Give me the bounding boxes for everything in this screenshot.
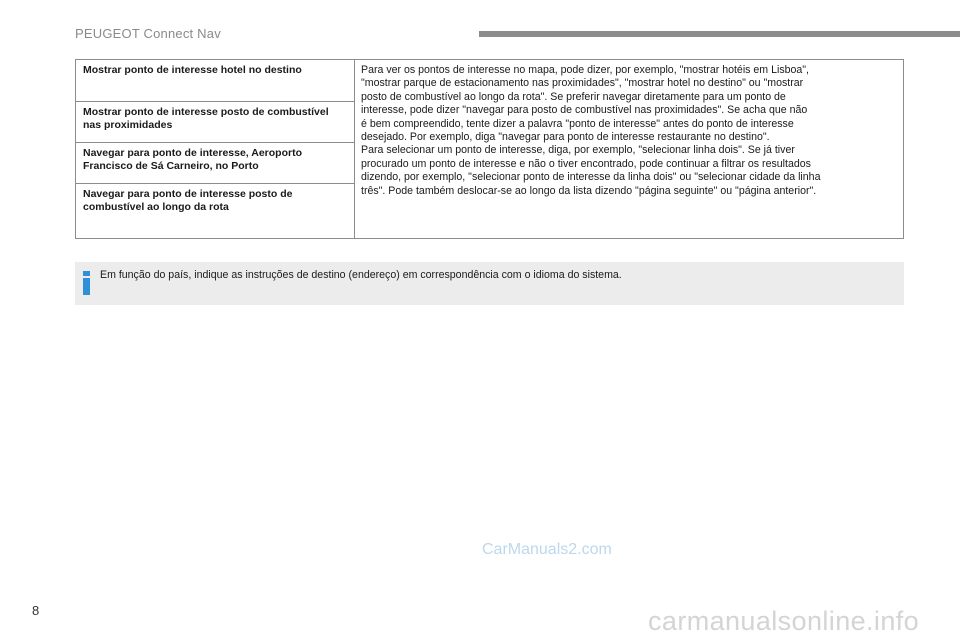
command-cell: Navegar para ponto de interesse posto de combustível ao longo da rota — [76, 184, 355, 239]
description-line: Para selecionar um ponto de interesse, diga, por exemplo, "selecionar linha dois". Se já tiver — [361, 144, 795, 157]
page-header-title: PEUGEOT Connect Nav — [75, 26, 221, 41]
header-bar — [479, 31, 960, 37]
description-line: interesse, pode dizer "navegar para posto de combustível nas proximidades". Se acha que não — [361, 104, 808, 117]
description-line: dizendo, por exemplo, "selecionar ponto de interesse da linha dois" ou "selecionar cidade da linha — [361, 171, 821, 184]
description-line: desejado. Por exemplo, diga "navegar para ponto de interesse restaurante no destino". — [361, 131, 770, 144]
description-line: três". Pode também deslocar-se ao longo da lista dizendo "página seguinte" ou "página anterior". — [361, 184, 817, 197]
command-cell: Mostrar ponto de interesse posto de combustível nas proximidades — [76, 102, 355, 143]
description-line: procurado um ponto de interesse e não o tiver encontrado, pode continuar a filtrar os resultados — [361, 157, 811, 170]
info-note — [75, 262, 904, 305]
page-number: 8 — [32, 603, 40, 618]
description-line: posto de combustível ao longo da rota". Se preferir navegar diretamente para um ponto de — [361, 90, 786, 103]
footer-logo: carmanualsonline.info — [648, 606, 920, 636]
description-line: é bem compreendido, tente dizer a palavra "ponto de interesse" antes do ponto de interesse — [361, 117, 794, 130]
command-cell: Navegar para ponto de interesse, Aeroporto Francisco de Sá Carneiro, no Porto — [76, 143, 355, 184]
command-cell: Mostrar ponto de interesse hotel no destino — [76, 60, 355, 102]
info-icon — [83, 271, 90, 295]
info-text: Em função do país, indique as instruções de destino (endereço) em correspondência com o idioma do sistema. — [100, 269, 622, 281]
description-line: "mostrar parque de estacionamento nas proximidades", "mostrar hotel no destino" ou "mostrar — [361, 77, 804, 90]
watermark-link[interactable]: CarManuals2.com — [482, 541, 612, 558]
description-cell — [355, 60, 904, 239]
description-line: Para ver os pontos de interesse no mapa, pode dizer, por exemplo, "mostrar hotéis em Lisboa", — [361, 64, 809, 76]
voice-command-table — [75, 59, 904, 239]
table-row — [76, 60, 904, 102]
